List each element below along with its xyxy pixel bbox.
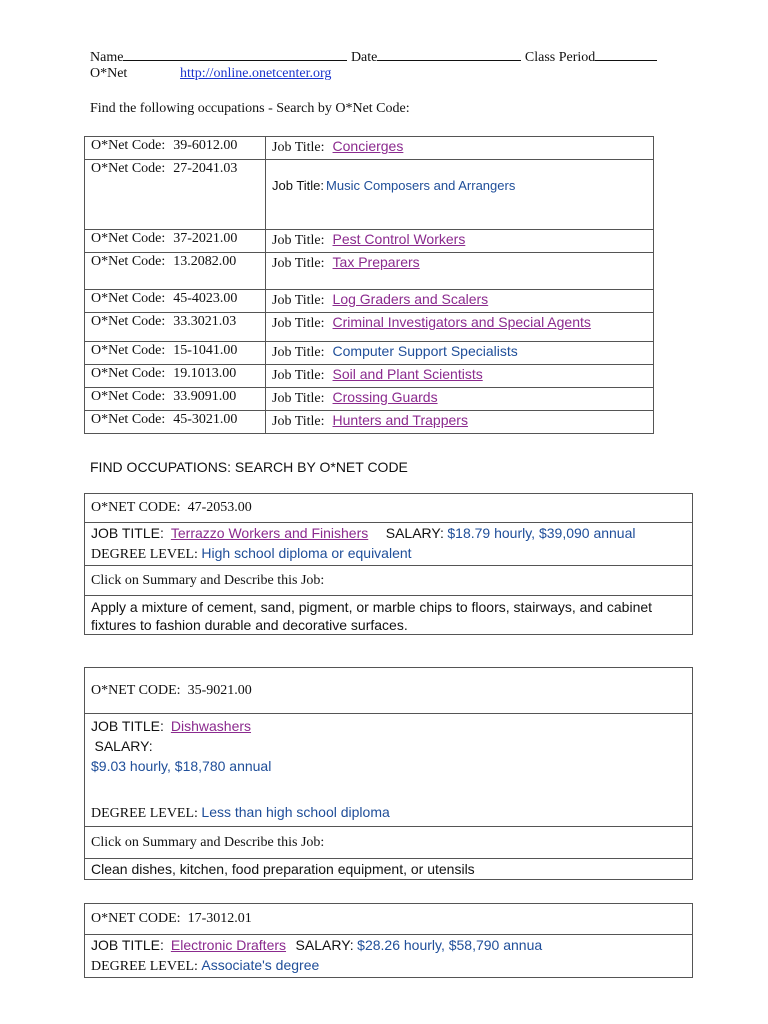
title-cell (85, 523, 693, 566)
title-label: Job Title: (272, 368, 325, 383)
code-label: O*Net Code: (91, 412, 166, 427)
code-value: 47-2053.00 (187, 500, 252, 515)
code-cell (85, 904, 693, 935)
code-cell (85, 230, 266, 253)
code-row (85, 342, 654, 365)
code-row (85, 388, 654, 411)
job-title-link[interactable]: Soil and Plant Scientists (332, 366, 483, 382)
code-cell (85, 365, 266, 388)
title-cell (266, 137, 654, 160)
job-title-link[interactable]: Dishwashers (170, 718, 252, 734)
salary-label: SALARY: (94, 738, 153, 754)
date-blank[interactable] (377, 48, 521, 61)
code-cell (85, 411, 266, 434)
title-label: Job Title: (272, 414, 325, 429)
code-row (85, 160, 654, 230)
code-label: O*NET CODE: (91, 682, 181, 698)
code-label: O*Net Code: (91, 314, 166, 329)
name-label: Name (90, 50, 124, 65)
code-value: 33.9091.00 (173, 389, 237, 404)
job-title-link[interactable]: Terrazzo Workers and Finishers (170, 525, 369, 541)
onet-label: O*Net (90, 66, 128, 81)
code-value: 33.3021.03 (173, 314, 237, 329)
code-row (85, 365, 654, 388)
onet-url-link[interactable]: http://online.onetcenter.org (180, 66, 332, 81)
code-cell (85, 494, 693, 523)
code-row (85, 137, 654, 160)
code-cell (85, 342, 266, 365)
job-title-value: Computer Support Specialists (332, 343, 518, 359)
title-label: Job Title: (272, 256, 325, 271)
code-row (85, 253, 654, 290)
job-title-link[interactable]: Electronic Drafters (170, 937, 287, 953)
code-value: 39-6012.00 (173, 138, 238, 153)
title-cell (85, 935, 693, 978)
title-cell (266, 388, 654, 411)
title-cell (266, 411, 654, 434)
code-row (85, 411, 654, 434)
code-value: 37-2021.00 (173, 231, 238, 246)
salary-value: $28.26 hourly, $58,790 annua (357, 937, 543, 953)
code-row (85, 290, 654, 313)
degree-value: Associate's degree (201, 957, 320, 973)
job-title-link[interactable]: Concierges (332, 138, 404, 154)
job-description[interactable]: Clean dishes, kitchen, food preparation equipment, or utensils (85, 859, 693, 880)
title-label: Job Title: (272, 316, 325, 331)
title-cell (266, 230, 654, 253)
job-box-2 (84, 667, 693, 880)
salary-label: SALARY: (385, 525, 444, 541)
code-value: 15-1041.00 (173, 343, 238, 358)
title-label: Job Title: (272, 293, 325, 308)
code-cell (85, 137, 266, 160)
job-title-link[interactable]: Criminal Investigators and Special Agents (332, 314, 591, 330)
header-fields (90, 48, 657, 66)
job-title-link[interactable]: Tax Preparers (332, 254, 420, 270)
degree-value: Less than high school diploma (201, 804, 390, 820)
title-cell (266, 290, 654, 313)
job-box-1 (84, 493, 693, 635)
code-cell (85, 313, 266, 342)
job-title-value: Music Composers and Arrangers (326, 178, 516, 193)
title-label: Job Title: (272, 345, 325, 360)
instructions: Find the following occupations - Search by O*Net Code: (90, 101, 410, 116)
codes-table (84, 136, 654, 434)
code-value: 27-2041.03 (173, 161, 238, 176)
job-title-label: JOB TITLE: (91, 937, 164, 953)
code-label: O*Net Code: (91, 138, 166, 153)
degree-label: DEGREE LEVEL: (91, 806, 198, 821)
title-label: Job Title: (272, 140, 325, 155)
job-title-label: JOB TITLE: (91, 525, 164, 541)
section2-heading: FIND OCCUPATIONS: SEARCH BY O*NET CODE (90, 459, 408, 475)
code-label: O*NET CODE: (91, 911, 181, 926)
job-title-label: JOB TITLE: (91, 718, 164, 734)
code-cell (85, 290, 266, 313)
code-value: 13.2082.00 (173, 254, 237, 269)
title-label: Job Title: (272, 391, 325, 406)
code-label: O*Net Code: (91, 231, 166, 246)
code-label: O*Net Code: (91, 389, 166, 404)
job-box-3 (84, 903, 693, 978)
title-cell (85, 714, 693, 827)
code-label: O*Net Code: (91, 161, 166, 176)
date-label: Date (350, 50, 378, 65)
title-cell (266, 342, 654, 365)
code-value: 45-4023.00 (173, 291, 238, 306)
job-title-link[interactable]: Crossing Guards (332, 389, 438, 405)
title-cell (266, 253, 654, 290)
code-value: 45-3021.00 (173, 412, 238, 427)
code-value: 17-3012.01 (187, 911, 252, 926)
title-label: Job Title: (272, 233, 325, 248)
summary-prompt: Click on Summary and Describe this Job: (85, 827, 693, 859)
job-title-link[interactable]: Hunters and Trappers (332, 412, 468, 428)
degree-label: DEGREE LEVEL: (91, 547, 198, 562)
degree-label: DEGREE LEVEL: (91, 959, 198, 974)
code-cell (85, 668, 693, 714)
period-blank[interactable] (595, 48, 657, 61)
title-cell (266, 365, 654, 388)
salary-label: SALARY: (295, 937, 354, 953)
title-label: Job Title: (272, 178, 325, 193)
code-row (85, 313, 654, 342)
code-label: O*Net Code: (91, 366, 166, 381)
code-value: 35-9021.00 (187, 682, 252, 698)
degree-value: High school diploma or equivalent (201, 545, 412, 561)
code-cell (85, 388, 266, 411)
code-label: O*Net Code: (91, 343, 166, 358)
job-title-link[interactable]: Log Graders and Scalers (332, 291, 489, 307)
title-cell (266, 313, 654, 342)
name-blank[interactable] (123, 48, 347, 61)
code-cell (85, 253, 266, 290)
code-label: O*NET CODE: (91, 500, 181, 515)
job-title-link[interactable]: Pest Control Workers (332, 231, 466, 247)
code-label: O*Net Code: (91, 291, 166, 306)
code-cell (85, 160, 266, 230)
code-label: O*Net Code: (91, 254, 166, 269)
salary-value: $9.03 hourly, $18,780 annual (91, 758, 272, 774)
summary-prompt: Click on Summary and Describe this Job: (85, 566, 693, 596)
title-cell (266, 160, 654, 230)
salary-value: $18.79 hourly, $39,090 annual (447, 525, 636, 541)
code-row (85, 230, 654, 253)
code-value: 19.1013.00 (173, 366, 237, 381)
period-label: Class Period (524, 50, 596, 65)
job-description[interactable]: Apply a mixture of cement, sand, pigment, or marble chips to floors, stairways, and cabinet fixtures to fashion durable and decorative surfaces. (85, 596, 693, 635)
